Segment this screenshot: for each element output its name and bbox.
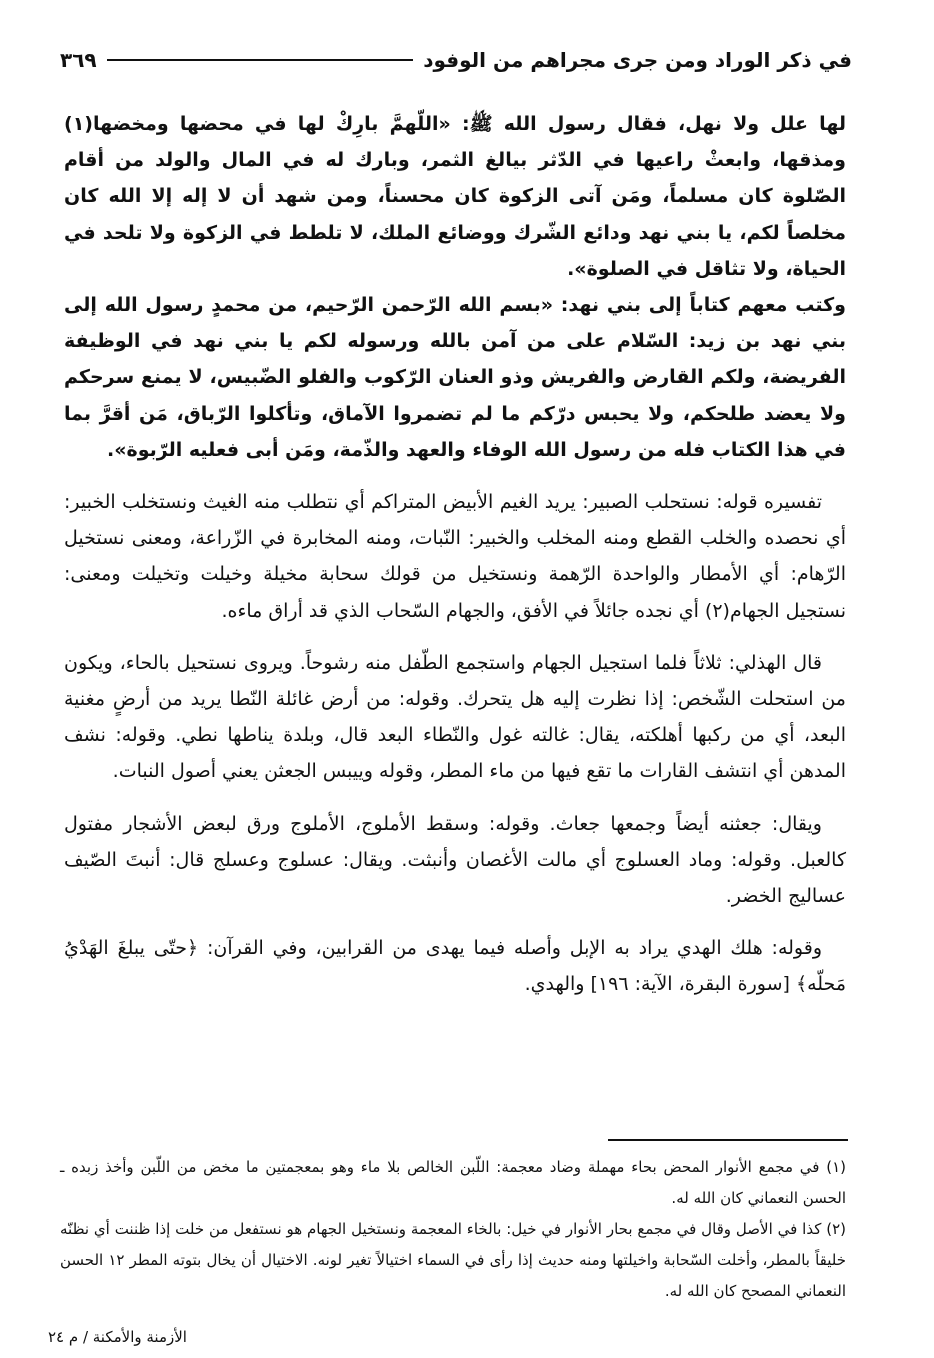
paragraph-prayer: لها علل ولا نهل، فقال رسول الله ﷺ: «اللّهمَّ بارِكْ لها في محضها ومخضها(١) ومذقها، وابعثْ راعيها في الدّثر بيالغ الثمر، وبارك له في المال والولد من أقام الصّلوة كان مسلماً، ومَن آتى الزكوة كان محسناً، ومن شهد أن لا إله إلا الله كان مخلصاً لكم، يا بني نهد ودائع الشّرك ووضائع الملك، لا تلطط في الزكوة ولا تلحد في الحياة، ولا تثاقل في الصلوة». bbox=[64, 113, 846, 280]
header-title: في ذكر الوراد ومن جرى مجراهم من الوفود bbox=[423, 48, 852, 72]
footnotes bbox=[60, 1152, 846, 1307]
footnote-2: (٢) كذا في الأصل وقال في مجمع بحار الأنوار في خيل: بالخاء المعجمة ونستخيل الجهام هو نستفعل من خلت إذا ظننت أي نظنّه خليقاً بالمطر، وأخلت السّحابة واخيلتها ومنه حديث إذا رأى في السماء اختيالاً تغير لونه. الاختيال أن يخال بتوته المطر ١٢ الحسن النعماني المصحح كان الله له. bbox=[60, 1220, 846, 1300]
footnote-divider bbox=[608, 1139, 848, 1141]
footnote-1: (١) في مجمع الأنوار المحض بحاء مهملة وضاد معجمة: اللّبن الخالص بلا ماء وهو بمعجمتين ما مخض من اللّبن وأخذ زبده ـ الحسن النعماني كان الله له. bbox=[60, 1158, 846, 1207]
main-text bbox=[64, 106, 846, 1003]
page-number: ٣٦٩ bbox=[60, 48, 97, 72]
paragraph-explanation: تفسيره قوله: نستحلب الصبير: يريد الغيم الأبيض المتراكم أي نتطلب منه الغيث ونستخلب الخبير: أي نحصده والخلب القطع ومنه المخلب والخبير: النّبات، ومنه المخابرة في الزّراعة، ومعنى نستخيل الرّهام: أي الأمطار والواحدة الرّهمة ونستخيل من قولك سحابة مخيلة وخيلت وتخيلت ومعنى: نستجيل الجهام(٢) أي نجده جائلاً في الأفق، والجهام السّحاب الذي قد أراق ماءه. bbox=[64, 491, 846, 622]
paragraph-letter: وكتب معهم كتاباً إلى بني نهد: «بسم الله الرّحمن الرّحيم، من محمدٍ رسول الله إلى بني نهد بن زيد: السّلام على من آمن بالله ورسوله لكم يا بني نهد في الوظيفة الفريضة، ولكم القارض والفريش وذو العنان الرّكوب والفلو الضّبيس، لا يمنع سرحكم ولا يعضد طلحكم، ولا يحبس درّكم ما لم تضمروا الآماق، وتأكلوا الرّباق، مَن أقرَّ بما في هذا الكتاب فله من رسول الله الوفاء والعهد والذّمة، ومَن أبى فعليه الرّبوة». bbox=[64, 294, 846, 461]
paragraph-yuqal: ويقال: جعثنه أيضاً وجمعها جعاث. وقوله: وسقط الأملوج، الأملوج ورق لبعض الأشجار مفتول كالعبل. وقوله: وماد العسلوج أي مالت الأغصان وأنبثت. ويقال: عسلوج وعسلج قال: أنبتَ الصّيف عساليج الخضر. bbox=[64, 812, 846, 908]
paragraph-hady: وقوله: هلك الهدي يراد به الإبل وأصله فيما يهدى من القرابين، وفي القرآن: ﴿حتّى يبلغَ الهَدْيُ مَحلّه﴾ [سورة البقرة، الآية: ١٩٦] والهدي. bbox=[64, 937, 846, 996]
header-rule bbox=[107, 59, 414, 61]
signature-mark: الأزمنة والأمكنة / م ٢٤ bbox=[48, 1328, 187, 1346]
paragraph-hudhali: قال الهذلي: ثلاثاً فلما استجيل الجهام واستجمع الطّفل منه رشوحاً. ويروى نستحيل بالحاء، ويكون من استحلت الشّخص: إذا نظرت إليه هل يتحرك. وقوله: من أرض غائلة النّطا يريد من أرضٍ مغنية البعد، أي من ركبها أهلكته، يقال: غالته غول والنّطاء البعد قال، وبلدة يناطها نطي. وقوله: نشف المدهن أي انتشف القارات ما تقع فيها من ماء المطر، وقوله وييبس الجعثن يعني أصول النبات. bbox=[64, 651, 846, 783]
running-header bbox=[60, 40, 852, 80]
